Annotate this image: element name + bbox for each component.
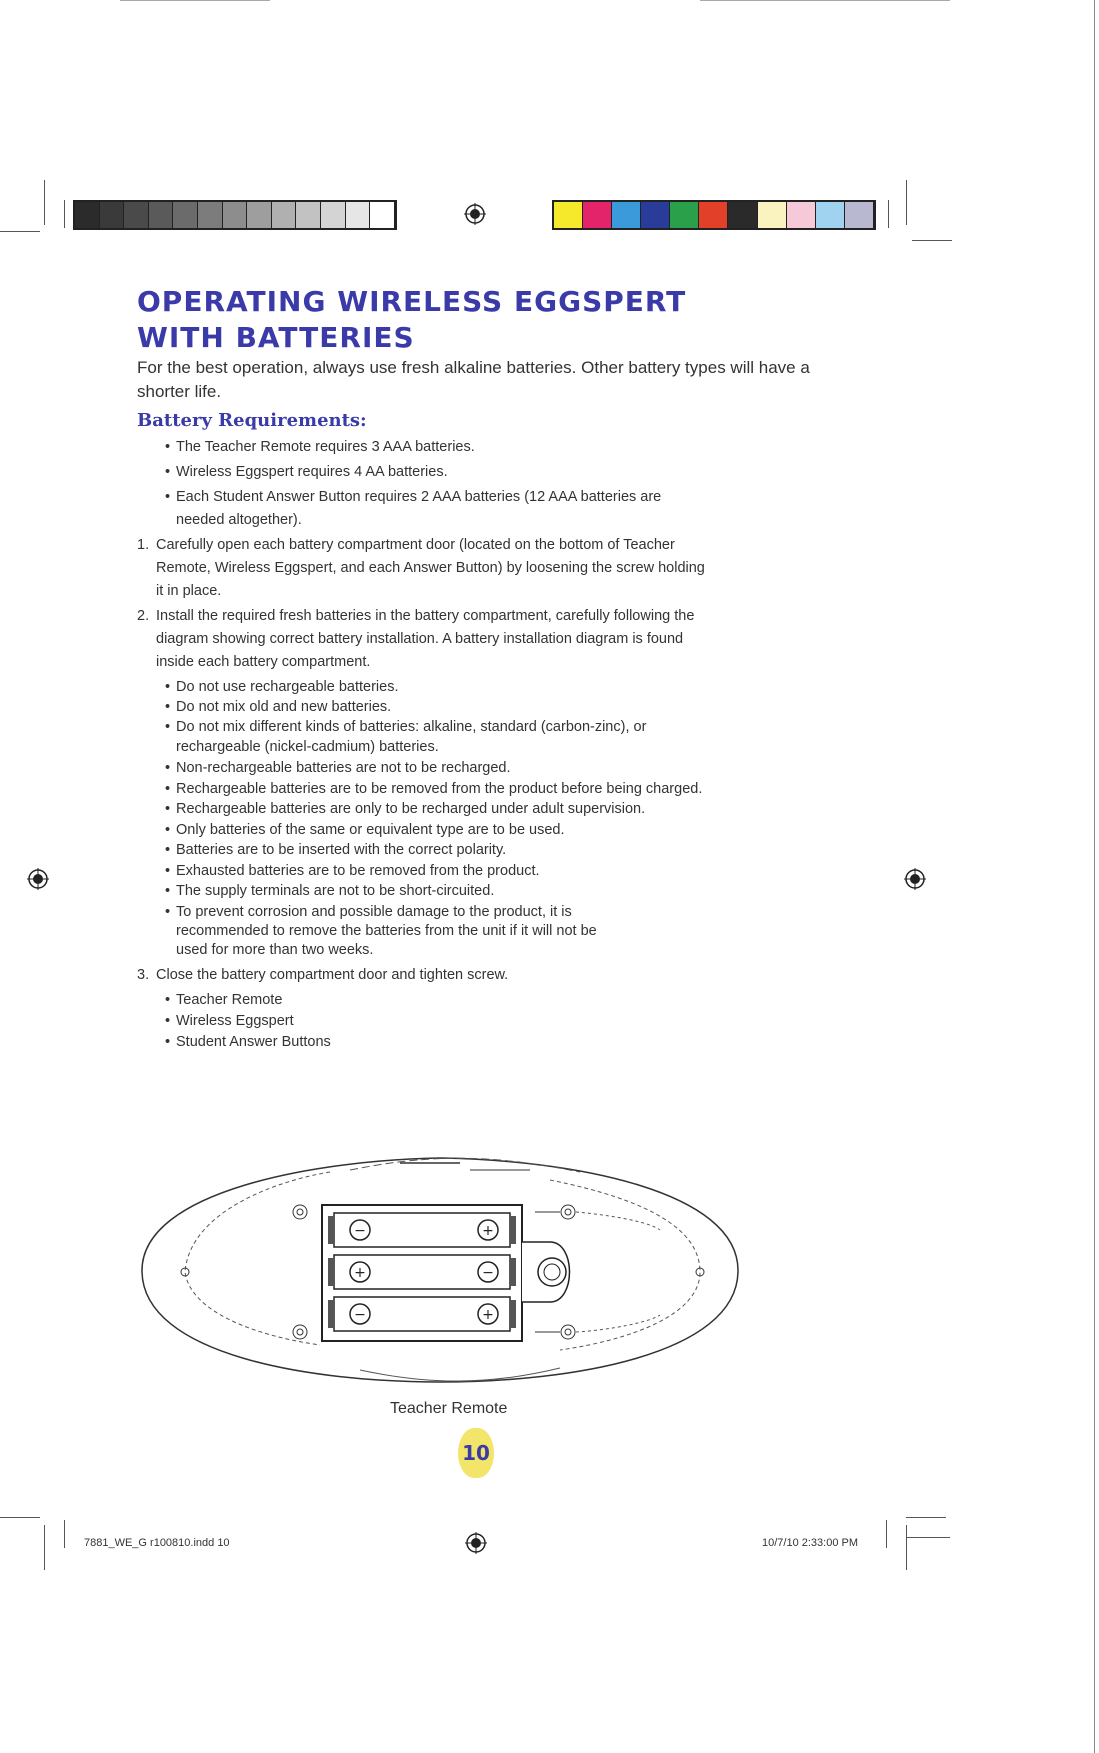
step-text: Remote, Wireless Eggspert, and each Answer Button) by loosening the screw holding: [156, 560, 705, 576]
color-swatch: [641, 202, 670, 228]
gray-swatch: [321, 202, 346, 228]
crop-mark: [0, 1517, 40, 1518]
color-swatch: [554, 202, 583, 228]
step-text: Carefully open each battery compartment door (located on the bottom of Teacher: [156, 537, 675, 553]
crop-mark: [886, 1520, 887, 1548]
color-swatch: [787, 202, 816, 228]
color-swatch: [583, 202, 612, 228]
warning-item: • The supply terminals are not to be short-circuited.: [176, 881, 494, 901]
crop-mark: [906, 1537, 950, 1538]
page-number-badge: 10: [458, 1428, 494, 1478]
step-number: 3.: [137, 967, 150, 983]
step-text: it in place.: [156, 583, 222, 599]
page-title-line: WITH BATTERIES: [137, 321, 415, 354]
device-item: • Teacher Remote: [176, 990, 282, 1010]
device-item: • Student Answer Buttons: [176, 1032, 331, 1052]
crop-mark: [912, 240, 952, 241]
warning-item-continued: rechargeable (nickel-cadmium) batteries.: [176, 739, 439, 755]
diagram-caption: Teacher Remote: [390, 1400, 508, 1417]
warning-item: • Exhausted batteries are to be removed from the product.: [176, 861, 540, 881]
gray-swatch: [100, 202, 125, 228]
svg-text:−: −: [354, 1307, 366, 1323]
trim-line: [120, 0, 270, 1]
warning-item: • Do not mix old and new batteries.: [176, 697, 391, 717]
crop-mark: [44, 180, 45, 225]
gray-swatch: [75, 202, 100, 228]
warning-item: • To prevent corrosion and possible damage to the product, it is: [176, 902, 572, 922]
step-text: inside each battery compartment.: [156, 654, 371, 670]
battery-requirements-heading: Battery Requirements:: [137, 410, 367, 431]
svg-text:+: +: [482, 1307, 494, 1323]
crop-mark: [44, 1525, 45, 1570]
color-swatch: [670, 202, 699, 228]
step-number: 1.: [137, 537, 150, 553]
warning-item: • Do not mix different kinds of batteries: alkaline, standard (carbon-zinc), or: [176, 717, 646, 737]
registration-target-icon: [464, 203, 486, 225]
page-title: [137, 284, 837, 356]
grayscale-color-bar: [73, 200, 397, 230]
requirement-item: • Each Student Answer Button requires 2 AAA batteries (12 AAA batteries are: [176, 487, 661, 507]
svg-text:+: +: [482, 1223, 494, 1239]
crop-mark: [906, 1517, 946, 1518]
svg-text:+: +: [354, 1265, 366, 1281]
color-swatch: [845, 202, 874, 228]
device-item: • Wireless Eggspert: [176, 1011, 294, 1031]
gray-swatch: [247, 202, 272, 228]
intro-paragraph: For the best operation, always use fresh alkaline batteries. Other battery types will have a shorter life.: [137, 358, 810, 401]
gray-swatch: [198, 202, 223, 228]
gray-swatch: [296, 202, 321, 228]
page-title-line: OPERATING WIRELESS EGGSPERT: [137, 285, 687, 318]
requirement-item: • Wireless Eggspert requires 4 AA batteries.: [176, 462, 448, 482]
color-swatch: [699, 202, 728, 228]
step-number: 2.: [137, 608, 150, 624]
crop-mark: [906, 1525, 907, 1570]
warning-item: • Rechargeable batteries are to be removed from the product before being charged.: [176, 779, 702, 799]
step-text: diagram showing correct battery installation. A battery installation diagram is found: [156, 631, 684, 647]
warning-item-continued: recommended to remove the batteries from the unit if it will not be: [176, 923, 597, 939]
warning-item: • Non-rechargeable batteries are not to be recharged.: [176, 758, 511, 778]
registration-target-icon: [904, 868, 926, 890]
crop-mark: [906, 180, 907, 225]
requirement-item: • The Teacher Remote requires 3 AAA batteries.: [176, 437, 475, 457]
warning-item: • Batteries are to be inserted with the correct polarity.: [176, 840, 506, 860]
registration-target-icon: [27, 868, 49, 890]
color-swatch: [816, 202, 845, 228]
gray-swatch: [149, 202, 174, 228]
color-swatch: [612, 202, 641, 228]
color-swatch: [728, 202, 757, 228]
footer-timestamp: 10/7/10 2:33:00 PM: [762, 1537, 859, 1549]
gray-swatch: [124, 202, 149, 228]
warning-item-continued: used for more than two weeks.: [176, 942, 374, 958]
registration-target-icon: [465, 1532, 487, 1554]
crop-mark: [64, 200, 65, 228]
gray-swatch: [173, 202, 198, 228]
footer-file-slug: 7881_WE_G r100810.indd 10: [84, 1537, 230, 1549]
warning-item: • Only batteries of the same or equivalent type are to be used.: [176, 820, 565, 840]
page-edge: [1094, 0, 1095, 1753]
gray-swatch: [272, 202, 297, 228]
gray-swatch: [370, 202, 395, 228]
process-color-bar: [552, 200, 876, 230]
teacher-remote-battery-diagram: [130, 1150, 750, 1390]
gray-swatch: [346, 202, 371, 228]
crop-mark: [64, 1520, 65, 1548]
step-text: Install the required fresh batteries in the battery compartment, carefully following the: [156, 608, 695, 624]
svg-text:−: −: [354, 1223, 366, 1239]
step-text: Close the battery compartment door and tighten screw.: [156, 967, 509, 983]
warning-item: • Do not use rechargeable batteries.: [176, 677, 398, 697]
gray-swatch: [223, 202, 248, 228]
warning-item: • Rechargeable batteries are only to be recharged under adult supervision.: [176, 799, 645, 819]
crop-mark: [0, 231, 40, 232]
requirement-item-continued: needed altogether).: [176, 512, 302, 528]
crop-mark: [888, 200, 889, 228]
color-swatch: [758, 202, 787, 228]
trim-line: [700, 0, 950, 1]
svg-text:−: −: [482, 1265, 494, 1281]
